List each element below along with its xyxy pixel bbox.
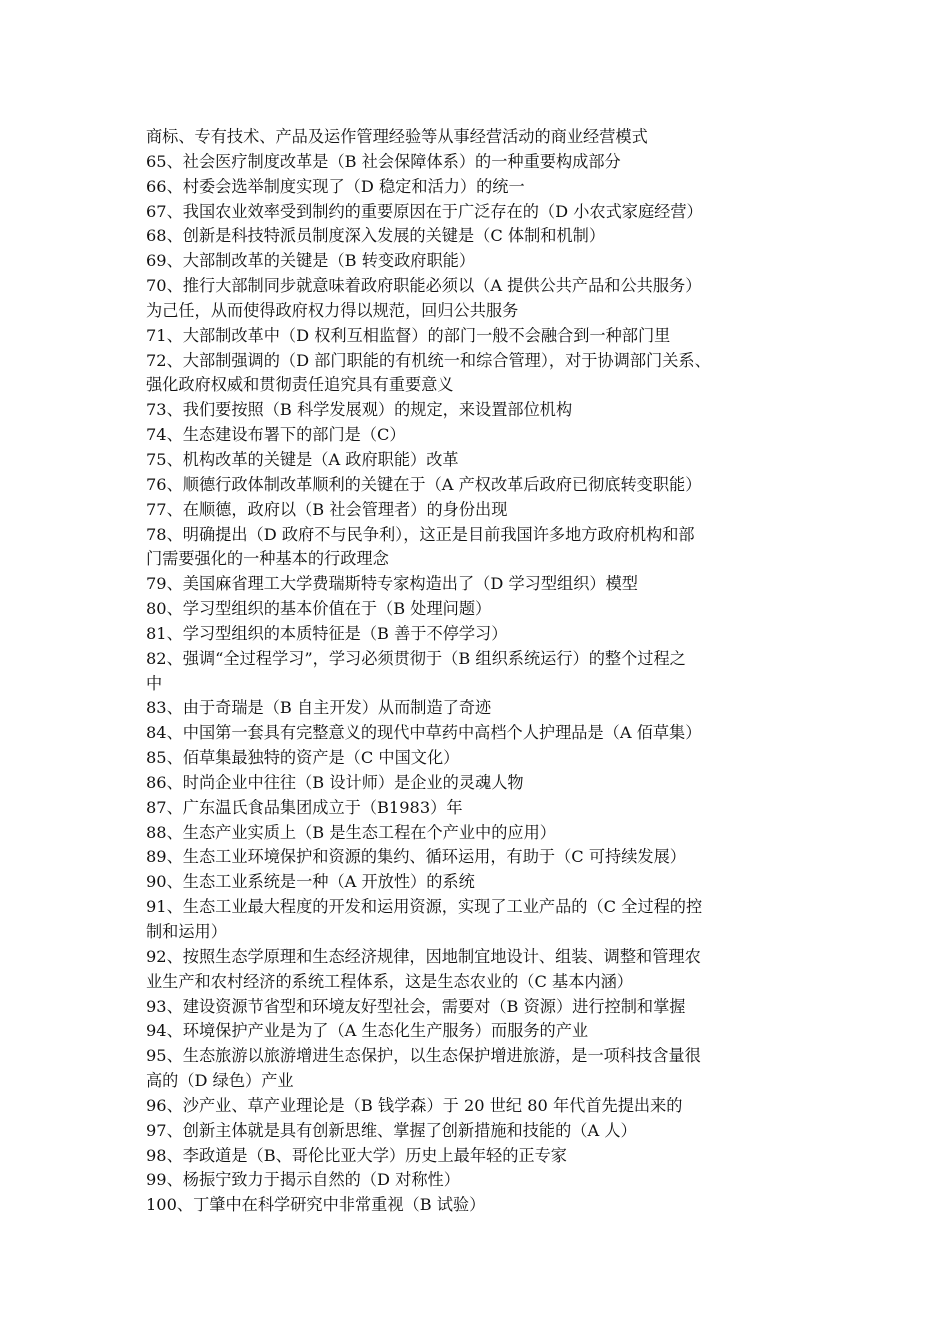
text-line: 72、大部制强调的（D 部门职能的有机统一和综合管理），对于协调部门关系、	[146, 350, 711, 370]
text-line: 75、机构改革的关键是（A 政府职能）改革	[146, 449, 459, 469]
text-line: 87、广东温氏食品集团成立于（B1983）年	[146, 797, 463, 817]
text-line: 78、明确提出（D 政府不与民争利），这正是目前我国许多地方政府机构和部	[146, 524, 695, 544]
text-line: 70、推行大部制同步就意味着政府职能必须以（A 提供公共产品和公共服务）	[146, 276, 702, 296]
text-line: 96、沙产业、草产业理论是（B 钱学森）于 20 世纪 80 年代首先提出来的	[146, 1095, 683, 1115]
text-line: 81、学习型组织的本质特征是（B 善于不停学习）	[146, 623, 508, 643]
document-body	[146, 125, 846, 1218]
text-line: 93、建设资源节省型和环境友好型社会，需要对（B 资源）进行控制和掌握	[146, 996, 686, 1016]
text-line: 95、生态旅游以旅游增进生态保护，以生态保护增进旅游，是一项科技含量很	[146, 1046, 701, 1066]
text-line: 77、在顺德，政府以（B 社会管理者）的身份出现	[146, 499, 508, 519]
text-line: 88、生态产业实质上（B 是生态工程在个产业中的应用）	[146, 822, 556, 842]
text-line: 74、生态建设布署下的部门是（C）	[146, 425, 406, 445]
text-line: 66、村委会选举制度实现了（D 稳定和活力）的统一	[146, 176, 525, 196]
text-line: 强化政府权威和贯彻责任追究具有重要意义	[146, 375, 454, 395]
text-line: 为己任，从而使得政府权力得以规范，回归公共服务	[146, 300, 519, 320]
text-line: 业生产和农村经济的系统工程体系，这是生态农业的（C 基本内涵）	[146, 971, 633, 991]
text-line: 高的（D 绿色）产业	[146, 1071, 294, 1091]
text-line: 制和运用）	[146, 922, 227, 941]
text-line: 89、生态工业环境保护和资源的集约、循环运用，有助于（C 可持续发展）	[146, 847, 686, 867]
text-line: 79、美国麻省理工大学费瑞斯特专家构造出了（D 学习型组织）模型	[146, 574, 638, 594]
text-line: 73、我们要按照（B 科学发展观）的规定，来设置部位机构	[146, 400, 573, 420]
text-line: 97、创新主体就是具有创新思维、掌握了创新措施和技能的（A 人）	[146, 1120, 637, 1140]
text-line: 80、学习型组织的基本价值在于（B 处理问题）	[146, 599, 492, 619]
text-line: 76、顺德行政体制改革顺利的关键在于（A 产权改革后政府已彻底转变职能）	[146, 474, 702, 494]
text-line: 92、按照生态学原理和生态经济规律，因地制宜地设计、组装、调整和管理农	[146, 946, 701, 966]
text-line: 99、杨振宁致力于揭示自然的（D 对称性）	[146, 1170, 460, 1190]
text-line: 91、生态工业最大程度的开发和运用资源，实现了工业产品的（C 全过程的控	[146, 897, 703, 917]
text-line: 83、由于奇瑞是（B 自主开发）从而制造了奇迹	[146, 698, 492, 718]
text-line: 门需要强化的一种基本的行政理念	[146, 549, 389, 569]
text-line: 84、中国第一套具有完整意义的现代中草药中高档个人护理品是（A 佰草集）	[146, 723, 702, 743]
text-line: 69、大部制改革的关键是（B 转变政府职能）	[146, 251, 476, 271]
text-line: 94、环境保护产业是为了（A 生态化生产服务）而服务的产业	[146, 1021, 589, 1041]
text-line: 中	[146, 673, 163, 693]
text-line: 68、创新是科技特派员制度深入发展的关键是（C 体制和机制）	[146, 226, 606, 246]
text-line: 82、强调“全过程学习”，学习必须贯彻于（B 组织系统运行）的整个过程之	[146, 648, 686, 668]
text-line: 86、时尚企业中往往（B 设计师）是企业的灵魂人物	[146, 772, 524, 792]
text-line: 71、大部制改革中（D 权利互相监督）的部门一般不会融合到一种部门里	[146, 325, 671, 345]
text-line: 98、李政道是（B、哥伦比亚大学）历史上最年轻的正专家	[146, 1145, 567, 1165]
text-line: 85、佰草集最独特的资产是（C 中国文化）	[146, 748, 460, 768]
text-line: 65、社会医疗制度改革是（B 社会保障体系）的一种重要构成部分	[146, 151, 621, 171]
text-line: 商标、专有技术、产品及运作管理经验等从事经营活动的商业经营模式	[146, 127, 648, 146]
text-line: 100、丁肇中在科学研究中非常重视（B 试验）	[146, 1195, 486, 1215]
text-line: 67、我国农业效率受到制约的重要原因在于广泛存在的（D 小农式家庭经营）	[146, 201, 703, 221]
text-line: 90、生态工业系统是一种（A 开放性）的系统	[146, 872, 475, 892]
